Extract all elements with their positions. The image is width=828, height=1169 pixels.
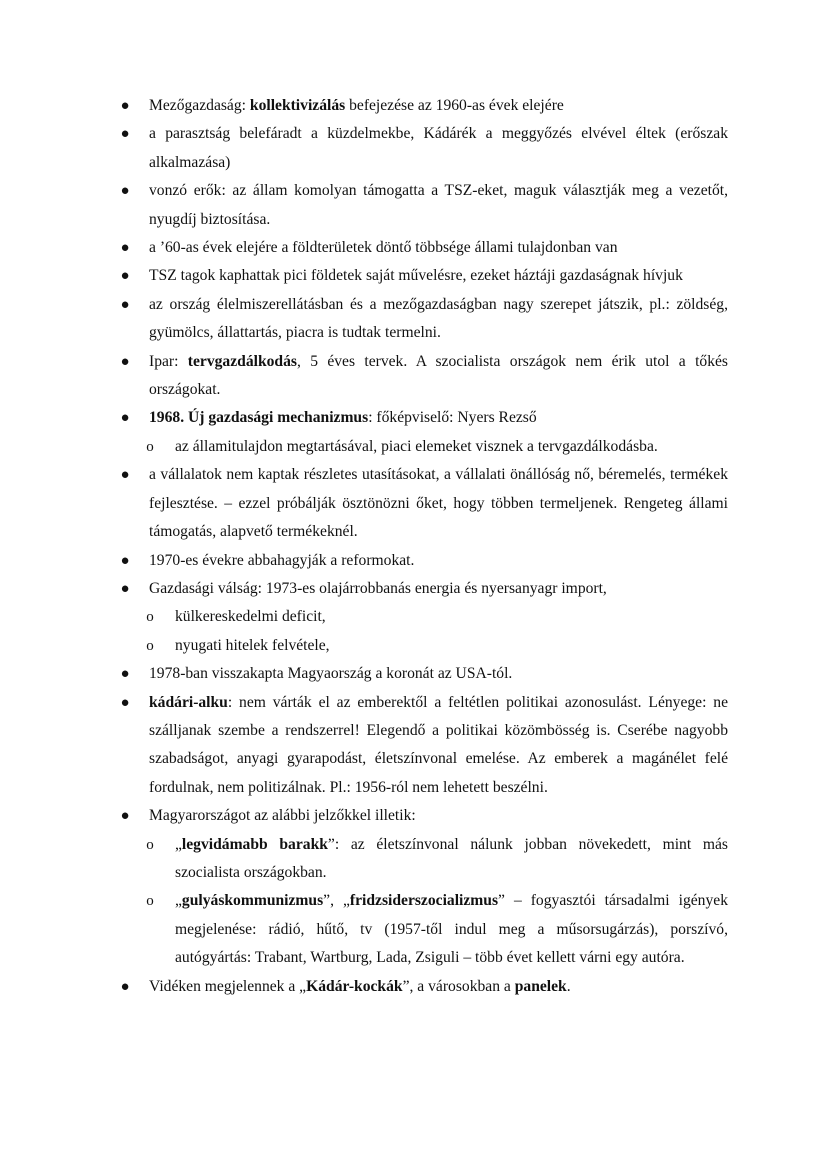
list-item-text: [175, 836, 728, 881]
bold-term: kádári-alku: [149, 693, 228, 711]
text-segment: 1978-ban visszakapta Magyaország a koronát az USA-tól.: [149, 665, 513, 683]
list-item-text: [149, 978, 571, 995]
text-segment: , 5 éves tervek. A szocialista országok nem érik utol a tőkés országokat.: [149, 352, 728, 399]
list-item: [0, 291, 828, 348]
disc-bullet-icon: ●: [120, 552, 130, 569]
list-item: [0, 660, 828, 688]
text-segment: külkereskedelmi deficit,: [175, 608, 326, 626]
bold-term: fridzsiderszocializmus: [349, 892, 499, 910]
disc-bullet-icon: ●: [120, 410, 130, 427]
disc-bullet-icon: ●: [120, 978, 130, 995]
list-item: [0, 802, 828, 830]
text-segment: Ipar:: [149, 352, 188, 370]
text-segment: vonzó erők: az állam komolyan támogatta a TSZ-eket, maguk választják meg a vezetőt, nyugdíj biztosítása.: [149, 182, 728, 228]
disc-bullet-icon: ●: [120, 467, 130, 484]
circle-bullet-icon: o: [146, 637, 154, 654]
list-item-text: [175, 608, 326, 625]
list-item-text: [149, 125, 728, 170]
list-item: [0, 348, 828, 405]
list-item-text: [175, 438, 658, 455]
text-segment: ” – fogyasztói társadalmi igények megjelenése: rádió, hűtő, tv (1957-től indul meg a műsorsugárzás), porszívó, autógyártás: Trabant, Wartburg, Lada, Zsiguli – több évet kellett várni egy autóra.: [175, 892, 728, 967]
disc-bullet-icon: ●: [120, 240, 130, 257]
list-item: [0, 120, 828, 177]
text-segment: befejezése az 1960-as évek elejére: [345, 97, 564, 114]
text-segment: Vidéken megjelennek a „: [149, 977, 307, 995]
circle-bullet-icon: o: [146, 438, 154, 455]
text-segment: 1970-es évekre abbahagyják a reformokat.: [149, 551, 415, 569]
list-item: [0, 262, 828, 290]
list-item: [0, 973, 828, 1001]
circle-bullet-icon: o: [146, 609, 154, 626]
sub-list-item: [0, 433, 828, 461]
text-segment: „: [175, 892, 182, 910]
list-item: [0, 177, 828, 234]
list-item: [0, 547, 828, 575]
sub-list-item: [0, 632, 828, 660]
disc-bullet-icon: ●: [120, 126, 130, 143]
bullet-list: [0, 92, 828, 1001]
disc-bullet-icon: ●: [120, 808, 130, 825]
bold-term: legvidámabb barakk: [181, 835, 328, 853]
sub-list-item: [0, 831, 828, 888]
text-segment: ”, „: [323, 892, 350, 910]
circle-bullet-icon: o: [146, 836, 154, 853]
text-segment: Magyarországot az alábbi jelzőkkel illetik:: [149, 807, 416, 825]
text-segment: a ’60-as évek elejére a földterületek döntő többsége állami tulajdonban van: [149, 239, 618, 257]
disc-bullet-icon: ●: [120, 353, 130, 370]
text-segment: „: [175, 835, 182, 853]
list-item-text: [149, 353, 728, 398]
text-segment: az államitulajdon megtartásával, piaci elemeket visznek a tervgazdálkodásba.: [175, 437, 658, 455]
list-item: [0, 404, 828, 432]
bold-term: 1968. Új gazdasági mechanizmus: [149, 409, 369, 427]
text-segment: Gazdasági válság: 1973-es olajárrobbanás energia és nyersanyagr import,: [149, 579, 607, 597]
list-item-text: [175, 892, 728, 966]
text-segment: ”, a városokban a: [402, 977, 515, 995]
list-item-text: [149, 580, 607, 597]
text-segment: : főképviselő: Nyers Rezső: [368, 409, 537, 427]
list-item-text: [149, 182, 728, 227]
disc-bullet-icon: ●: [120, 268, 130, 285]
list-item-text: [149, 409, 537, 426]
text-segment: a parasztság belefáradt a küzdelmekbe, Kádárék a meggyőzés elvével éltek (erőszak alkalmazása): [149, 125, 728, 171]
list-item-text: [149, 239, 618, 256]
text-segment: TSZ tagok kaphattak pici földetek saját művelésre, ezeket háztáji gazdaságnak hívjuk: [149, 267, 683, 285]
text-segment: ”: az életszínvonal nálunk jobban növekedett, mint más szocialista országokban.: [175, 835, 728, 881]
list-item-text: [149, 807, 416, 824]
disc-bullet-icon: ●: [120, 694, 130, 711]
list-item-text: [175, 637, 330, 654]
text-segment: nyugati hitelek felvétele,: [175, 636, 330, 654]
bold-term: kollektivizálás: [249, 97, 346, 114]
list-item-text: [149, 552, 414, 569]
bold-term: gulyáskommunizmus: [181, 892, 324, 910]
list-item-text: [149, 296, 728, 341]
sub-list-item: [0, 887, 828, 972]
list-item: [0, 92, 828, 120]
text-segment: az ország élelmiszerellátásban és a mezőgazdaságban nagy szerepet játszik, pl.: zöldség, gyümölcs, állattartás, piacra is tudtak termelni.: [149, 295, 728, 342]
bold-term: Kádár-kockák: [306, 977, 403, 995]
disc-bullet-icon: ●: [120, 580, 130, 597]
text-segment: : nem várták el az emberektől a feltétlen politikai azonosulást. Lényege: ne szálljanak szembe a rendszerrel! Elegendő a politikai közömbösség is. Cserébe nagyobb szabadságot, anyagi gyarapodást, életszínvonal emelése. Az emberek a magánélet felé fordulnak, nem politizálnak. Pl.: 1956-ról nem lehetett beszélni.: [149, 693, 728, 796]
disc-bullet-icon: ●: [120, 296, 130, 313]
text-segment: a vállalatok nem kaptak részletes utasításokat, a vállalati önállóság nő, béremelés, termékek fejlesztése. – ezzel próbálják ösztönözni őket, hogy többen termeljenek. Rengeteg állami támogatás, alapvető termékeknél.: [149, 466, 728, 541]
disc-bullet-icon: ●: [120, 98, 130, 114]
sub-list-item: [0, 603, 828, 631]
disc-bullet-icon: ●: [120, 666, 130, 683]
text-segment: .: [566, 977, 571, 995]
circle-bullet-icon: o: [146, 893, 154, 910]
list-item: [0, 234, 828, 262]
list-item-text: [149, 97, 564, 114]
list-item-text: [149, 466, 728, 540]
list-item-text: [149, 665, 512, 682]
list-item: [0, 575, 828, 603]
list-item: [0, 689, 828, 803]
disc-bullet-icon: ●: [120, 183, 130, 200]
list-item-text: [149, 694, 728, 796]
bold-term: panelek: [514, 977, 567, 995]
bold-term: tervgazdálkodás: [187, 352, 297, 370]
text-segment: Mezőgazdaság:: [149, 97, 250, 114]
list-item: [0, 461, 828, 546]
list-item-text: [149, 267, 683, 284]
